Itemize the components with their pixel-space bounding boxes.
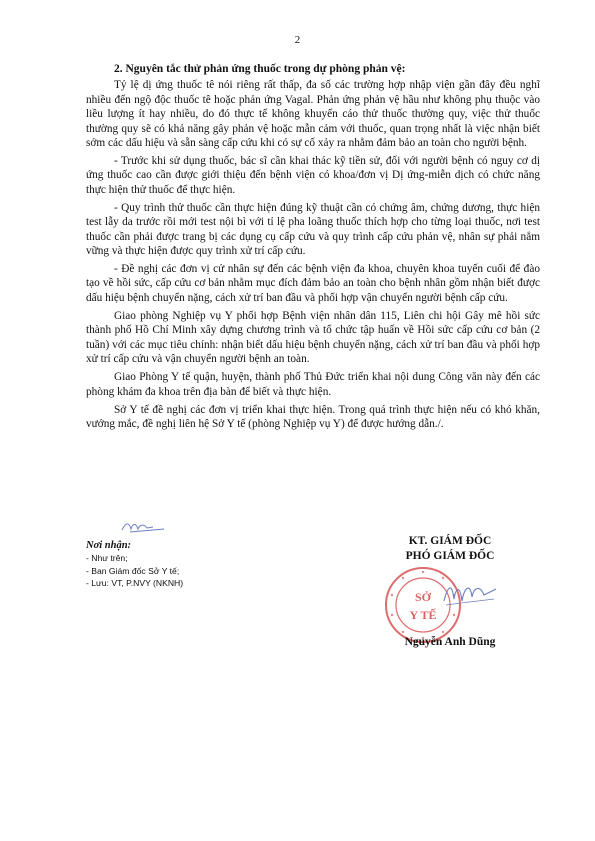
handwritten-signature [440,575,500,613]
paragraph: - Trước khi sử dụng thuốc, bác sĩ cần khai thác kỹ tiền sử, đối với người bệnh có nguy cơ dị ứng thuốc cao cần được giới thiệu đến bệnh viện có khoa/đơn vị Dị ứng-miễn dịch có chức năng thực hiện thử thuốc để thực hiện. [86,155,540,196]
signature-line-2: PHÓ GIÁM ĐỐC [405,550,495,562]
page-number: 2 [294,34,301,46]
recipient-item: - Ban Giám đốc Sở Y tế; [86,565,180,576]
recipients-title: Nơi nhận: [86,540,132,551]
signature-line-1: KT. GIÁM ĐỐC [408,535,492,547]
paragraph: Tỷ lệ dị ứng thuốc tê nói riêng rất thấp, đa số các trường hợp nhập viện gần đây đều nghĩ nhiều đến ngộ độc thuốc tê hoặc phản ứng Vagal. Phản ứng phản vệ hầu như không phụ thuộc vào liều lượng ít hay nhiều, do đó thực tế không khuyến cáo thử thuốc thường quy, việc thử thuốc thường quy sẽ có khả năng gây phản vệ hoặc mẫn cảm với thuốc, quan trọng nhất là việc nhận biết sớm các dấu hiệu và sẵn sàng cấp cứu khi có sự cố xảy ra nhằm đảm bảo an toàn cho người bệnh. [86,79,540,150]
section-heading: 2. Nguyên tắc thử phản ứng thuốc trong dự phòng phản vệ: [114,63,406,75]
paragraph: - Đề nghị các đơn vị cử nhân sự đến các bệnh viện đa khoa, chuyên khoa tuyến cuối để đào tạo về hồi sức, cấp cứu cơ bản nhằm mục đích đảm bảo an toàn cho bệnh nhân gồm nhận biết được dấu hiệu bệnh chuyển nặng, cách xử trí ban đầu và phối hợp vận chuyển người bệnh cấp cứu. [86,263,540,304]
recipients-block [86,540,306,590]
paragraph: Giao Phòng Y tế quận, huyện, thành phố Thủ Đức triển khai nội dung Công văn này đến các phòng khám đa khoa trên địa bàn để biết và thực hiện. [86,371,540,398]
recipient-item: - Như trên; [86,553,128,563]
svg-text:Y TẾ: Y TẾ [409,608,437,622]
paragraph: - Quy trình thử thuốc cần thực hiện đúng kỹ thuật cần có chứng âm, chứng dương, thực hiện test lẫy da trước rồi mới test nội bì với tỉ lệ pha loãng thuốc thích hợp cho từng loại thuốc, nơi test thuốc cần phải được trang bị các dụng cụ cấp cứu và quy trình cấp cứu phản vệ, nhân sự phải nắm vững và thực hiện được quy trình xử trí cấp cứu. [86,201,540,258]
signer-name: Nguyễn Anh Dũng [404,636,496,648]
svg-text:SỞ: SỞ [414,590,432,604]
initials-mark [120,518,168,534]
paragraph: Giao phòng Nghiệp vụ Y phối hợp Bệnh viện nhân dân 115, Liên chi hội Gây mê hồi sức thành phố Hồ Chí Minh xây dựng chương trình và tổ chức tập huấn về Hồi sức cấp cứu cơ bản (2 tuần) với các mục tiêu chính: nhận biết dấu hiệu bệnh chuyển nặng, cách xử trí ban đầu và phối hợp xử trí cấp cứu và vận chuyển người bệnh an toàn. [86,309,540,366]
signature-block [360,534,540,564]
document-body [86,62,540,435]
paragraph: Sở Y tế đề nghị các đơn vị triển khai thực hiện. Trong quá trình thực hiện nếu có khó khăn, vướng mắc, đề nghị liên hệ Sở Y tế (phòng Nghiệp vụ Y) để được hướng dẫn./. [86,403,540,430]
recipient-item: - Lưu: VT, P.NVY (NKNH) [86,578,184,589]
